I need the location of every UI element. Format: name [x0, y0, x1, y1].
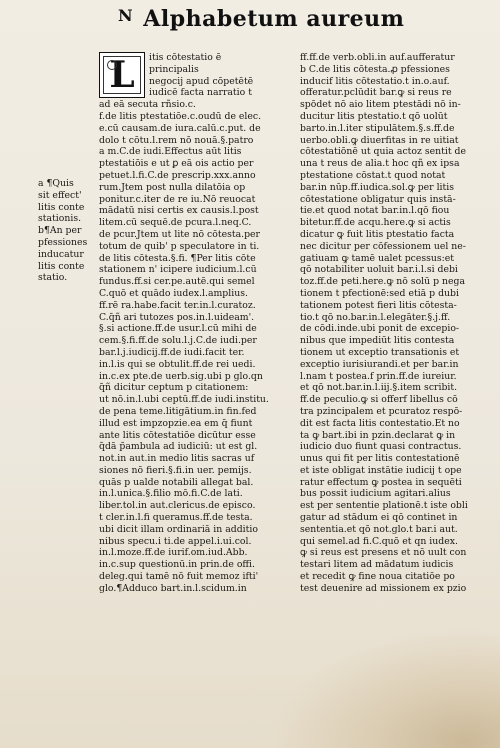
text-line: uerbo.obli.ꝙ diuerfitas in re uitiat: [300, 134, 459, 146]
text-line: a m.C.de iudi.Effectus aūt litis: [99, 146, 242, 158]
text-line: ante litis cōtestatiōe dicūtur esse: [99, 429, 256, 441]
text-line: in.l.moze.ff.de iurif.om.iud.Abb.: [99, 547, 248, 559]
decorated-initial: [99, 52, 145, 98]
text-line: in.l.is qui se obtulit.ff.de rei uedi.: [99, 358, 256, 370]
text-line: negocij apud cōpetētē: [149, 75, 254, 87]
text-line: qō notabiliter uoluit bar.i.l.si debi: [300, 264, 458, 276]
text-line: et iste obligat instātie iudicij t ope: [300, 464, 462, 476]
text-line: itis cōtestatio ē: [149, 52, 222, 63]
text-line: ubi dicit illam ordinariā in additio: [99, 523, 258, 535]
text-line: nibus que impediūt litis contesta: [300, 335, 455, 347]
text-line: glo.¶Adduco bart.in.l.scidum.in: [99, 582, 247, 594]
text-line: C.q̄ñ ari tutozes pos.in.l.uideam'.: [99, 311, 255, 323]
page-title: Alphabetum aureum: [143, 6, 405, 32]
text-line: tationem potest fieri litis cōtesta-: [300, 299, 457, 311]
text-line: cōtestatiōnē ut quia actoz sentit de: [300, 146, 466, 158]
margin-note-line: b¶An per: [38, 225, 82, 237]
text-line: quās p ualde notabili allegat bal.: [99, 476, 254, 488]
text-line: qui semel.ad fi.C.quō et qn iudex.: [300, 535, 458, 547]
text-line: fundus.ff.si cer.pe.autē.qui semel: [99, 276, 255, 288]
text-line: siones nō fieri.§.fi.in uer. pemijs.: [99, 464, 252, 476]
margin-note-line: statio.: [38, 272, 68, 284]
text-line: de pena teme.litigātium.in fin.fed: [99, 405, 257, 417]
text-line: de cōdi.inde.ubi ponit de excepio-: [300, 323, 460, 335]
text-line: toz.ff.de peti.here.ꝙ nō solū p nega: [300, 276, 465, 288]
text-line: ff.ff.de verb.obli.in auf.aufferatur: [300, 52, 455, 63]
text-line: bar.l.j.iudicij.ff.de iudi.facit ter.: [99, 346, 245, 358]
left-column: [99, 52, 287, 595]
text-line: stationem n' icipere iudicium.l.cū: [99, 264, 257, 276]
text-line: q̄ñ dicitur ceptum p citationem:: [99, 382, 249, 394]
text-line: petuet.l.fi.C.de prescrip.xxx.anno: [99, 169, 256, 181]
text-line: ꝙ si reus est presens et nō uult con: [300, 547, 467, 559]
text-line: dicatur ꝙ fuit litis ptestatio facta: [300, 228, 455, 240]
right-column: [300, 52, 492, 595]
text-line: offeratur.pclūdit bar.ꝙ si reus re: [300, 87, 452, 99]
text-line: ducitur litis ptestatio.t qō uolūt: [300, 110, 448, 122]
text-line: principalis: [149, 63, 199, 75]
text-line: liber.tol.in aut.clericus.de episco.: [99, 500, 256, 512]
text-line: litem.cū sequē.de pcura.l.neq.C.: [99, 217, 252, 229]
text-line: C.quō et quādo iudex.l.amplius.: [99, 287, 248, 299]
text-line: ff.rē ra.habe.facit ter.in.l.curatoz.: [99, 299, 256, 311]
text-line: bar.in nūp.ff.iudica.sol.ꝙ per litis: [300, 181, 455, 193]
text-line: not.in aut.in medio litis sacras uf: [99, 453, 255, 465]
initial-letter: L: [109, 54, 135, 96]
text-line: gatur ad stādum ei qō continet in: [300, 512, 458, 524]
text-line: tionem ut exceptio transationis et: [300, 346, 460, 358]
text-line: gatiuam ꝙ tamē ualet pcessus:et: [300, 252, 455, 264]
text-line: de litis cōtesta.§.fi. ¶Per litis cōte: [99, 252, 256, 264]
text-line: ad eā secuta rñsio.c.: [99, 99, 196, 111]
text-line: b C.de litis cōtesta.ꝓ pfessiones: [300, 63, 450, 75]
text-line: iudicio duo fiunt quasi contractus.: [300, 441, 462, 453]
text-line: in.c.ex pte.de uerb.sig.ubi p glo.qn: [99, 370, 263, 382]
text-line: test deuenire ad missionem ex pzio: [300, 582, 467, 594]
text-line: nibus specu.i ti.de appel.i.ui.col.: [99, 535, 252, 547]
text-line: et recedit ꝙ fine noua citatiōe po: [300, 571, 455, 583]
text-line: cōtestatione obligatur quis instā-: [300, 193, 456, 205]
margin-note-line: inducatur: [38, 248, 84, 260]
text-line: q̄dā p̄ambula ad iudiciū: ut est gl.: [99, 441, 258, 453]
text-line: et qō not.bar.in.l.iij.§.item scribit.: [300, 382, 458, 394]
margin-note-line: stationis.: [38, 213, 82, 225]
running-header: [118, 6, 488, 48]
text-line: illud est impzopzie.ea em q̄ fiunt: [99, 417, 253, 429]
text-line: ptestatione cōstat.t quod notat: [300, 169, 446, 181]
text-line: f.de litis ptestatiōe.c.oudū de elec.: [99, 110, 262, 122]
text-line: iudicē facta narratio t: [149, 87, 252, 99]
text-line: mādatū nisi certis ex causis.l.post: [99, 205, 259, 217]
text-line: exceptio iurisiurandi.et per bar.in: [300, 358, 459, 370]
text-line: deleg.qui tamē nō fuit memoz ifti': [99, 571, 259, 583]
text-line: in.c.sup questionū.in prin.de offi.: [99, 559, 255, 571]
text-line: ratur effectum ꝙ postea in sequēti: [300, 476, 462, 488]
margin-note-line: litis conte: [38, 260, 85, 272]
text-line: inducif litis cōtestatio.t in.o.auf.: [300, 75, 450, 87]
text-line: rum.Jtem post nulla dilatōia op: [99, 181, 246, 193]
margin-note: [38, 178, 96, 284]
text-line: ptestatiōis e ut ꝑ eā ois actio per: [99, 158, 254, 170]
margin-note-line: a ¶Quis: [38, 178, 74, 189]
left-column-text: [99, 52, 287, 595]
text-line: unus qui fit per litis contestationē: [300, 453, 460, 465]
text-line: bus possit iudicium agitari.alius: [300, 488, 451, 500]
text-line: ff.de peculio.ꝙ si offerf libellus cō: [300, 394, 458, 406]
text-line: de pcur.Jtem ut lite nō cōtesta.per: [99, 228, 260, 240]
text-line: tra pzincipalem et pcuratoz respō-: [300, 405, 463, 417]
text-line: ut nō.in.l.ubi ceptū.ff.de iudi.institu.: [99, 394, 269, 406]
text-line: t cler.in.l.fi queramus.ff.de testa.: [99, 512, 253, 524]
text-line: tie.et quod notat bar.in.l.qō fiou: [300, 205, 450, 217]
water-stain: [270, 628, 500, 748]
text-line: totum de quib' p speculatore in ti.: [99, 240, 260, 252]
text-line: e.cū causam.de iura.calū.c.put. de: [99, 122, 261, 134]
text-line: tionem t pfectionē:sed etiā p dubi: [300, 287, 459, 299]
text-line: in.l.unica.§.filio mō.fi.C.de lati.: [99, 488, 243, 500]
text-line: testari litem ad mādatum iudicis: [300, 559, 454, 571]
right-column-text: [300, 52, 492, 595]
text-line: ponitur.c.iter de re iu.Nō reuocat: [99, 193, 256, 205]
text-line: dolo t cōtu.l.rem nō nouā.§.patro: [99, 134, 254, 146]
text-line: dit est facta litis contestatio.Et no: [300, 417, 460, 429]
text-line: l.nam t postea.f prin.ff.de iureiur.: [300, 370, 457, 382]
text-line: §.si actione.ff.de usur.l.cū mihi de: [99, 323, 257, 335]
margin-note-line: pfessiones: [38, 236, 88, 248]
text-line: barto.in.l.iter stipulātem.§.s.ff.de: [300, 122, 455, 134]
text-line: spōdet nō aio litem ptestādi nō in-: [300, 99, 461, 111]
text-line: tio.t qō no.bar.in.l.elegāter.§.j.ff.: [300, 311, 451, 323]
text-line: est per sententie plationē.t iste obli: [300, 500, 468, 512]
text-line: ta ꝙ bart.ibi in pzin.declarat ꝙ in: [300, 429, 456, 441]
text-line: cem.§.fi.ff.de solu.l.j.C.de iudi.per: [99, 335, 257, 347]
text-line: nec dicitur per cōfessionem uel ne-: [300, 240, 466, 252]
text-line: sententia.et qō not.glo.t bar.i aut.: [300, 523, 458, 535]
margin-note-line: litis conte: [38, 201, 85, 213]
margin-note-line: sit effect': [38, 189, 82, 201]
section-mark: N: [118, 6, 134, 25]
text-line: una t reus de alia.t hoc qñ ex ipsa: [300, 158, 460, 170]
text-line: bitetur.ff.de acqu.here.ꝙ si actis: [300, 217, 451, 229]
